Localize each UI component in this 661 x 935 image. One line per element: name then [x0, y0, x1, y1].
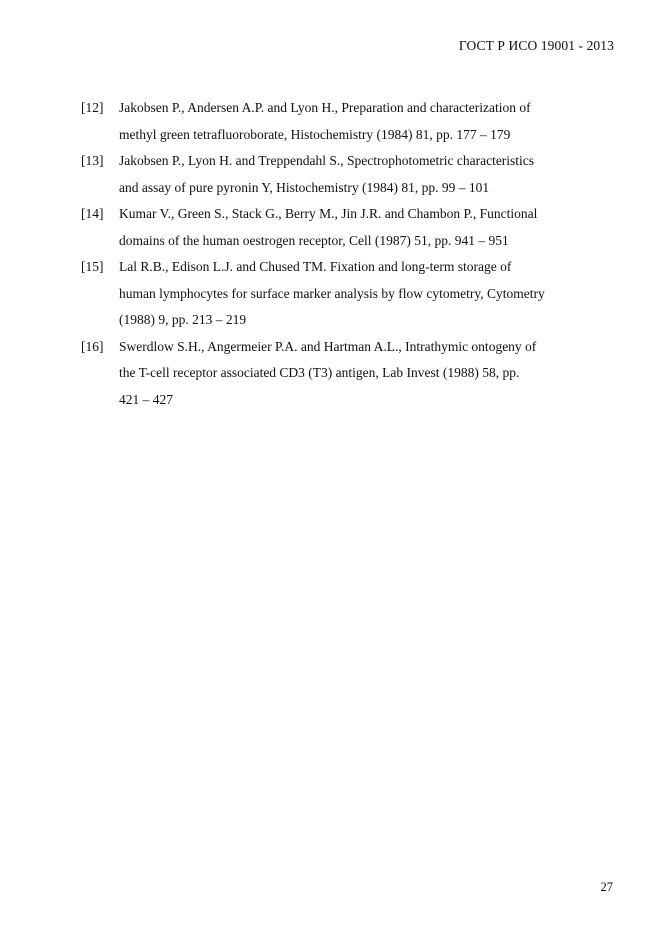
reference-text-line: 421 – 427 — [119, 391, 173, 407]
reference-text-line: (1988) 9, pp. 213 – 219 — [119, 312, 247, 327]
reference-text-line: and assay of pure pyronin Y, Histochemistry (1984) 81, pp. 99 – 101 — [119, 179, 490, 195]
reference-item-14 — [81, 201, 617, 254]
reference-text-line: methyl green tetrafluoroborate, Histochemistry (1984) 81, pp. 177 – 179 — [119, 126, 511, 142]
reference-number: [15] — [81, 259, 104, 274]
reference-item-16 — [81, 334, 617, 414]
standard-header: ГОСТ Р ИСО 19001 - 2013 — [458, 38, 614, 53]
reference-number: [12] — [81, 100, 104, 115]
reference-number: [14] — [81, 206, 104, 221]
reference-number: [16] — [81, 338, 104, 354]
reference-item-15 — [81, 254, 617, 334]
page-number: 27 — [600, 880, 613, 894]
reference-text-line: Kumar V., Green S., Stack G., Berry M., Jin J.R. and Chambon P., Functional — [119, 206, 538, 221]
reference-text-line: Jakobsen P., Lyon H. and Treppendahl S., Spectrophotometric characteristics — [119, 153, 535, 168]
reference-number: [13] — [81, 153, 104, 168]
reference-item-12 — [81, 95, 617, 148]
reference-list — [81, 95, 617, 413]
reference-text-line: human lymphocytes for surface marker analysis by flow cytometry, Cytometry — [119, 285, 545, 301]
reference-item-13 — [81, 148, 617, 201]
reference-text-line: Jakobsen P., Andersen A.P. and Lyon H., Preparation and characterization of — [119, 100, 531, 115]
reference-text-line: domains of the human oestrogen receptor, Cell (1987) 51, pp. 941 – 951 — [119, 232, 509, 248]
reference-text-line: Swerdlow S.H., Angermeier P.A. and Hartman A.L., Intrathymic ontogeny of — [119, 338, 537, 354]
reference-text-line: Lal R.B., Edison L.J. and Chused TM. Fixation and long-term storage of — [119, 259, 512, 274]
reference-text-line: the T-cell receptor associated CD3 (T3) antigen, Lab Invest (1988) 58, pp. — [119, 365, 520, 380]
